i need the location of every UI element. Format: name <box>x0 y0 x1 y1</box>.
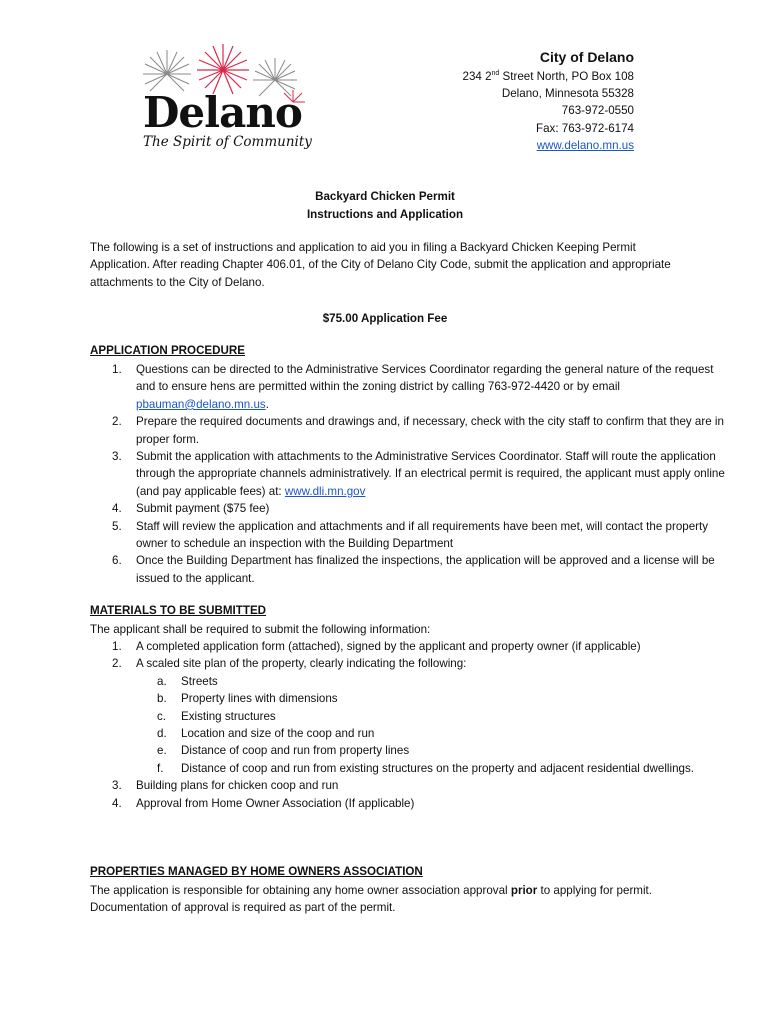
website-link[interactable]: www.delano.mn.us <box>536 138 634 152</box>
list-item: 1. A completed application form (attached), signed by the applicant and property owner (if applicable) <box>112 640 641 653</box>
application-fee: $75.00 Application Fee <box>322 312 448 325</box>
materials-heading: MATERIALS TO BE SUBMITTED <box>90 604 267 617</box>
hoa-heading: PROPERTIES MANAGED BY HOME OWNERS ASSOCIATION <box>90 865 423 878</box>
delano-logo <box>135 44 315 162</box>
sublist-item: e. Distance of coop and run from property lines <box>157 744 410 758</box>
sublist-item: d. Location and size of the coop and run <box>157 727 375 741</box>
hoa-paragraph: The application is responsible for obtaining any home owner association approval prior to applying for permit. Documentation of approval is required as part of the permit. <box>90 884 652 915</box>
title-line-1: Backyard Chicken Permit <box>315 190 455 203</box>
procedure-heading: APPLICATION PROCEDURE <box>90 344 246 357</box>
sublist-item: c. Existing structures <box>157 709 276 723</box>
document-title <box>0 188 770 223</box>
address-line: 234 2nd Street North, PO Box 108 <box>462 70 634 83</box>
dli-link[interactable]: www.dli.mn.gov <box>284 484 366 498</box>
materials-intro: The applicant shall be required to submit the following information: <box>90 623 431 636</box>
list-item: 1. Questions can be directed to the Administrative Services Coordinator regarding the general nature of the request and to ensure hens are permitted within the zoning district by calling 763-972-4420 or by email pbauman@delano.mn.us. <box>112 363 714 411</box>
email-link[interactable]: pbauman@delano.mn.us <box>136 397 266 411</box>
contact-block <box>463 46 635 154</box>
list-item: 3. Building plans for chicken coop and run <box>112 779 339 793</box>
sublist-item: a. Streets <box>157 674 218 688</box>
phone-number: 763-972-0550 <box>561 104 634 118</box>
logo-tagline: The Spirit of Community <box>143 134 312 150</box>
sublist-item: b. Property lines with dimensions <box>157 692 338 706</box>
city-name: City of Delano <box>539 49 634 65</box>
site-plan-sublist <box>136 673 726 777</box>
city-state-zip: Delano, Minnesota 55328 <box>501 87 634 101</box>
list-item: 4. Approval from Home Owner Association (If applicable) <box>112 796 415 810</box>
list-item: 4. Submit payment ($75 fee) <box>112 502 270 516</box>
materials-list <box>90 638 726 812</box>
list-item: 2. Prepare the required documents and drawings and, if necessary, check with the city staff to confirm that they are in proper form. <box>112 415 724 446</box>
sublist-item: f. Distance of coop and run from existing structures on the property and adjacent residential dwellings. <box>157 761 694 775</box>
procedure-list <box>90 361 726 587</box>
fax-number: Fax: 763-972-6174 <box>536 121 634 135</box>
list-item: 6. Once the Building Department has finalized the inspections, the application will be approved and a license will be issued to the applicant. <box>112 554 715 585</box>
logo-wordmark: Delano <box>143 88 302 137</box>
list-item: 5. Staff will review the application and attachments and if all requirements have been met, will contact the property owner to schedule an inspection with the Building Department <box>112 519 709 551</box>
list-item: 2. A scaled site plan of the property, clearly indicating the following: a. Streets b. Property lines with dimensions c. Existing structures d. Location and size of the coop and run e. Distance of coop and run from property lines f. Distance of coop and run from existing structures on the property and adjacent residential dwellings. <box>136 655 726 777</box>
intro-paragraph: The following is a set of instructions and application to aid you in filing a Backyard Chicken Keeping Permit Application. After reading Chapter 406.01, of the City of Delano City Code, submit the application and appropriate attachments to the City of Delano. <box>90 241 671 289</box>
title-line-2: Instructions and Application <box>306 207 464 221</box>
list-item: 3. Submit the application with attachments to the Administrative Services Coordinator. Staff will route the application through the appropriate channels administratively. If an electrical permit is required, the applicant must apply online (and pay applicable fees) at: www.dli.mn.gov <box>112 450 725 498</box>
